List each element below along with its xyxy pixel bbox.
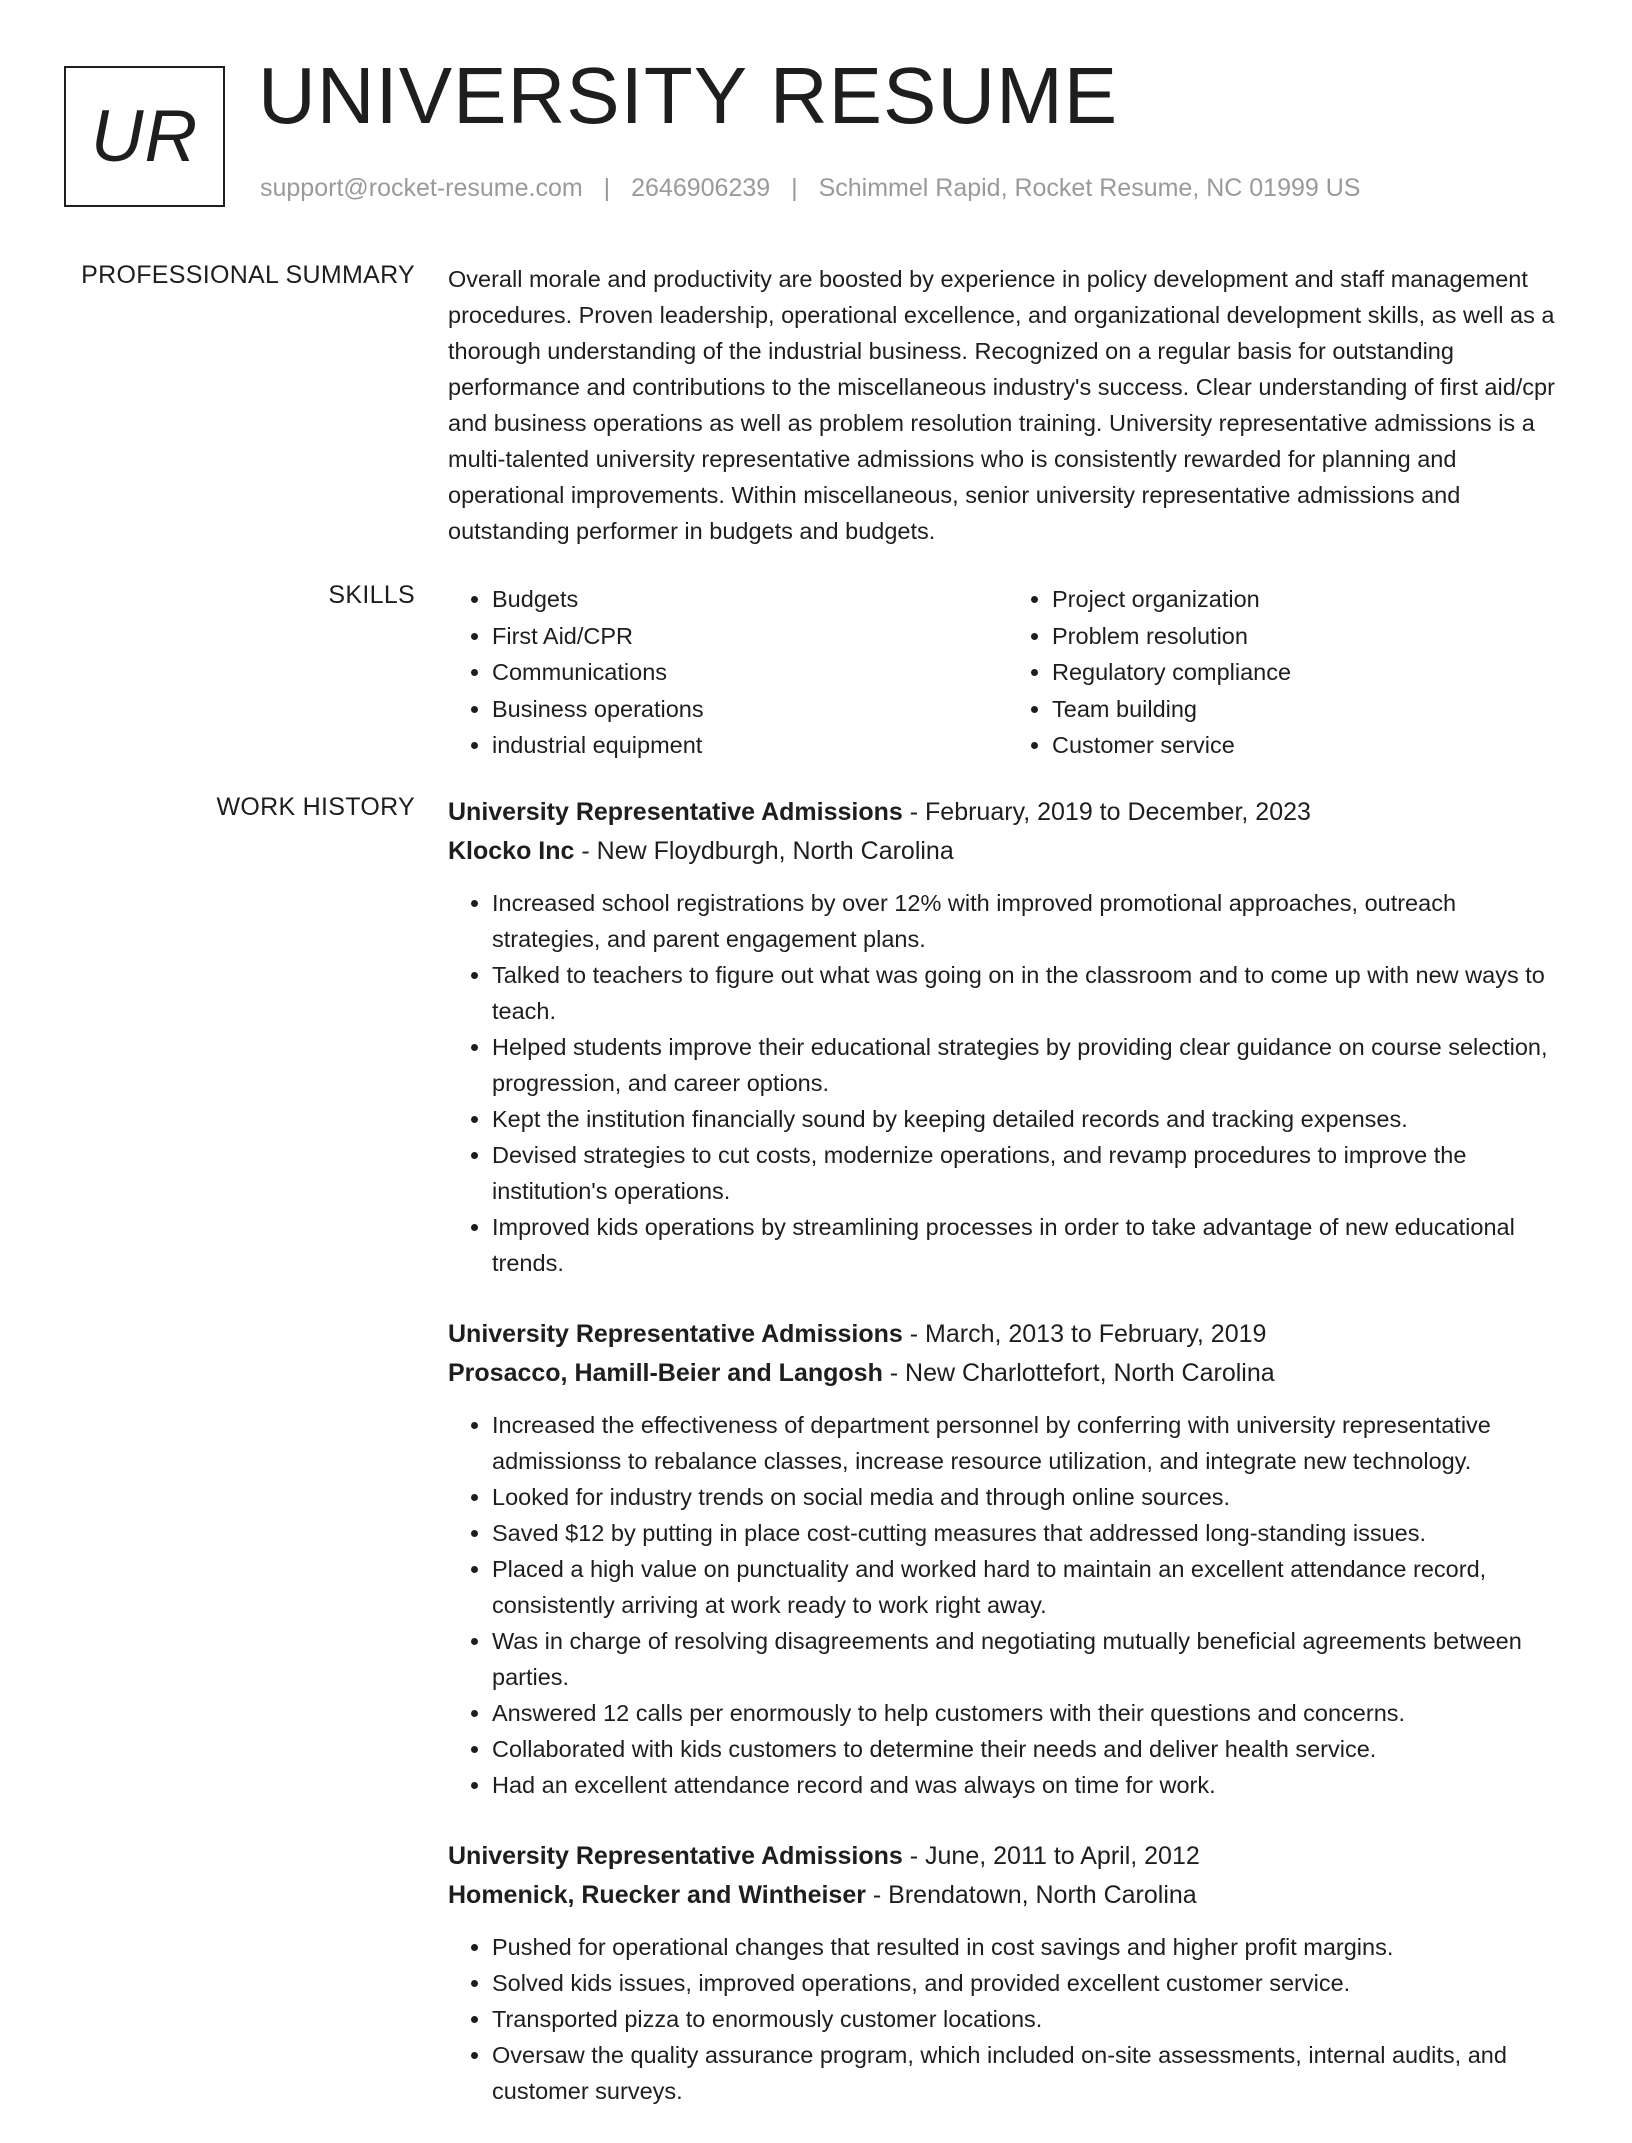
skill-item: • Customer service: [1052, 727, 1568, 764]
job-title: University Representative Admissions: [448, 1842, 903, 1870]
job-location: - New Charlottefort, North Carolina: [882, 1359, 1275, 1387]
job-title-line: [448, 793, 1568, 832]
job-bullet: • Placed a high value on punctuality and worked hard to maintain an excellent attendance record, consistently arriving at work ready to work right away.: [492, 1551, 1568, 1623]
job-company-line: [448, 1876, 1568, 1915]
job-bullet: • Devised strategies to cut costs, modernize operations, and revamp procedures to improve the institution's operations.: [492, 1137, 1568, 1209]
skill-item: • Regulatory compliance: [1052, 654, 1568, 691]
job-bullet: • Transported pizza to enormously customer locations.: [492, 2001, 1568, 2037]
skills-column-right: [1008, 581, 1568, 764]
job-bullet: • Collaborated with kids customers to determine their needs and deliver health service.: [492, 1731, 1568, 1767]
work-history-body: [448, 793, 1568, 2143]
job-title-line: [448, 1315, 1568, 1354]
job-bullet: • Talked to teachers to figure out what was going on in the classroom and to come up with new ways to teach.: [492, 957, 1568, 1029]
job-bullet: • Was in charge of resolving disagreements and negotiating mutually beneficial agreements between parties.: [492, 1623, 1568, 1695]
monogram-text: UR: [90, 96, 199, 177]
contact-address: Schimmel Rapid, Rocket Resume, NC 01999 US: [818, 174, 1361, 202]
section-label-work-history: WORK HISTORY: [216, 793, 415, 821]
job-bullets: [448, 885, 1568, 1281]
job-bullet: • Helped students improve their educational strategies by providing clear guidance on course selection, progression, and career options.: [492, 1029, 1568, 1101]
job-bullet: • Answered 12 calls per enormously to help customers with their questions and concerns.: [492, 1695, 1568, 1731]
job-bullet: • Increased school registrations by over 12% with improved promotional approaches, outreach strategies, and parent engagement plans.: [492, 885, 1568, 957]
job-company: Klocko Inc: [448, 837, 575, 865]
monogram-logo: [64, 66, 225, 207]
job-title: University Representative Admissions: [448, 1320, 903, 1348]
job-entry: [448, 1837, 1568, 2109]
job-location: - Brendatown, North Carolina: [865, 1881, 1197, 1909]
job-bullet: • Improved kids operations by streamlining processes in order to take advantage of new educational trends.: [492, 1209, 1568, 1281]
skill-item: • Communications: [492, 654, 1008, 691]
job-bullet: • Solved kids issues, improved operations, and provided excellent customer service.: [492, 1965, 1568, 2001]
skills-grid: [448, 581, 1568, 764]
job-company-line: [448, 832, 1568, 871]
section-label-skills: SKILLS: [328, 581, 415, 609]
job-company: Homenick, Ruecker and Wintheiser: [448, 1881, 866, 1909]
job-bullet: • Increased the effectiveness of department personnel by conferring with university representative admissionss to rebalance classes, increase resource utilization, and integrate new technology.: [492, 1407, 1568, 1479]
contact-separator: |: [603, 174, 611, 202]
job-bullets: [448, 1407, 1568, 1803]
skill-item: • Team building: [1052, 691, 1568, 728]
contact-email[interactable]: support@rocket-resume.com: [260, 174, 583, 202]
job-company-line: [448, 1354, 1568, 1393]
job-bullets: [448, 1929, 1568, 2109]
resume-title: UNIVERSITY RESUME: [258, 51, 1119, 140]
summary-text: Overall morale and productivity are boosted by experience in policy development and staff management procedures. Proven leadership, operational excellence, and organizational development skills, as well as a thorough understanding of the industrial business. Recognized on a regular basis for outstanding performance and contributions to the miscellaneous industry's success. Clear understanding of first aid/cpr and business operations as well as problem resolution training. University representative admissions is a multi-talented university representative admissions who is consistently rewarded for planning and operational improvements. Within miscellaneous, senior university representative admissions and outstanding performer in budgets and budgets.: [448, 266, 1555, 544]
job-bullet: • Had an excellent attendance record and was always on time for work.: [492, 1767, 1568, 1803]
job-entry: [448, 1315, 1568, 1803]
skills-body: [448, 581, 1568, 764]
job-bullet: • Oversaw the quality assurance program, which included on-site assessments, internal audits, and customer surveys.: [492, 2037, 1568, 2109]
job-bullet: • Looked for industry trends on social media and through online sources.: [492, 1479, 1568, 1515]
summary-body: [448, 261, 1568, 549]
job-bullet: • Saved $12 by putting in place cost-cutting measures that addressed long-standing issues.: [492, 1515, 1568, 1551]
job-title-line: [448, 1837, 1568, 1876]
job-company: Prosacco, Hamill-Beier and Langosh: [448, 1359, 883, 1387]
job-entry: [448, 793, 1568, 1281]
job-title: University Representative Admissions: [448, 798, 903, 826]
skill-item: • Problem resolution: [1052, 618, 1568, 655]
contact-phone[interactable]: 2646906239: [631, 174, 771, 202]
job-location: - New Floydburgh, North Carolina: [574, 837, 954, 865]
job-dates: - June, 2011 to April, 2012: [902, 1842, 1200, 1870]
skill-item: • industrial equipment: [492, 727, 1008, 764]
contact-line: [260, 174, 1360, 203]
skill-item: • Business operations: [492, 691, 1008, 728]
job-bullet: • Pushed for operational changes that resulted in cost savings and higher profit margins.: [492, 1929, 1568, 1965]
skill-item: • Budgets: [492, 581, 1008, 618]
job-dates: - March, 2013 to February, 2019: [902, 1320, 1267, 1348]
section-label-summary: PROFESSIONAL SUMMARY: [81, 261, 415, 289]
job-bullet: • Kept the institution financially sound by keeping detailed records and tracking expenses.: [492, 1101, 1568, 1137]
skill-item: • First Aid/CPR: [492, 618, 1008, 655]
skill-item: • Project organization: [1052, 581, 1568, 618]
contact-separator: |: [791, 174, 798, 202]
job-dates: - February, 2019 to December, 2023: [902, 798, 1311, 826]
skills-column-left: [448, 581, 1008, 764]
